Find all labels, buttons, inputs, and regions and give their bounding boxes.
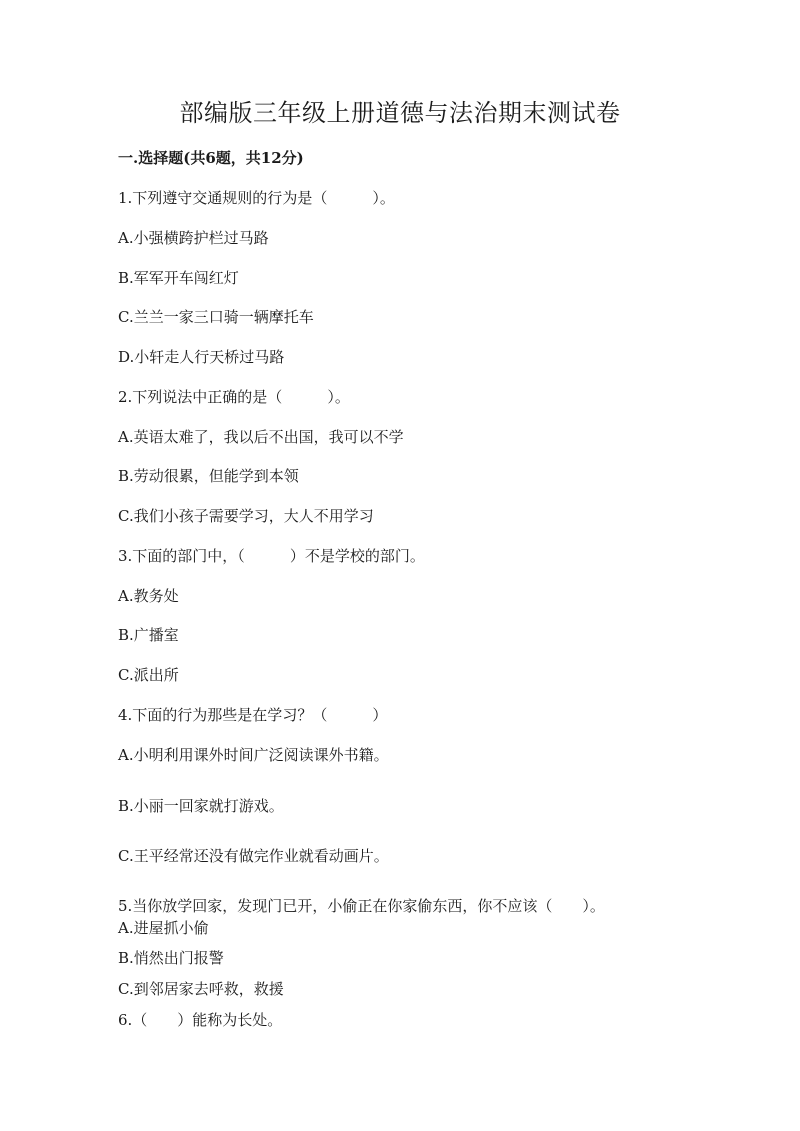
question-option: C.王平经常还没有做完作业就看动画片。	[118, 847, 389, 865]
question-option: D.小轩走人行天桥过马路	[118, 348, 285, 366]
question-option: C.到邻居家去呼救，救援	[118, 980, 284, 998]
question-stem: 6.（ ）能称为长处。	[118, 1011, 283, 1029]
question-option: B.劳动很累，但能学到本领	[118, 467, 299, 485]
question-option: B.军军开车闯红灯	[118, 269, 239, 287]
question-option: C.我们小孩子需要学习，大人不用学习	[118, 507, 374, 525]
question-stem: 1.下列遵守交通规则的行为是（ ）。	[118, 189, 395, 207]
question-option: C.派出所	[118, 666, 179, 684]
question-stem: 2.下列说法中正确的是（ ）。	[118, 388, 350, 406]
question-option: A.小明利用课外时间广泛阅读课外书籍。	[118, 746, 389, 764]
question-stem: 5.当你放学回家，发现门已开，小偷正在你家偷东西，你不应该（ ）。	[118, 897, 605, 915]
question-option: A.小强横跨护栏过马路	[118, 229, 269, 247]
question-option: B.悄然出门报警	[118, 949, 224, 967]
question-stem: 4.下面的行为那些是在学习？（ ）	[118, 706, 388, 724]
question-option: B.小丽一回家就打游戏。	[118, 797, 284, 815]
question-option: B.广播室	[118, 626, 179, 644]
question-stem: 3.下面的部门中，（ ）不是学校的部门。	[118, 547, 425, 565]
question-option: A.教务处	[118, 587, 179, 605]
section-heading: 一.选择题(共6题，共12分)	[118, 149, 304, 167]
question-option: A.进屋抓小偷	[118, 919, 209, 937]
question-option: A.英语太难了，我以后不出国，我可以不学	[118, 428, 404, 446]
question-option: C.兰兰一家三口骑一辆摩托车	[118, 308, 314, 326]
page-title: 部编版三年级上册道德与法治期末测试卷	[179, 99, 621, 127]
